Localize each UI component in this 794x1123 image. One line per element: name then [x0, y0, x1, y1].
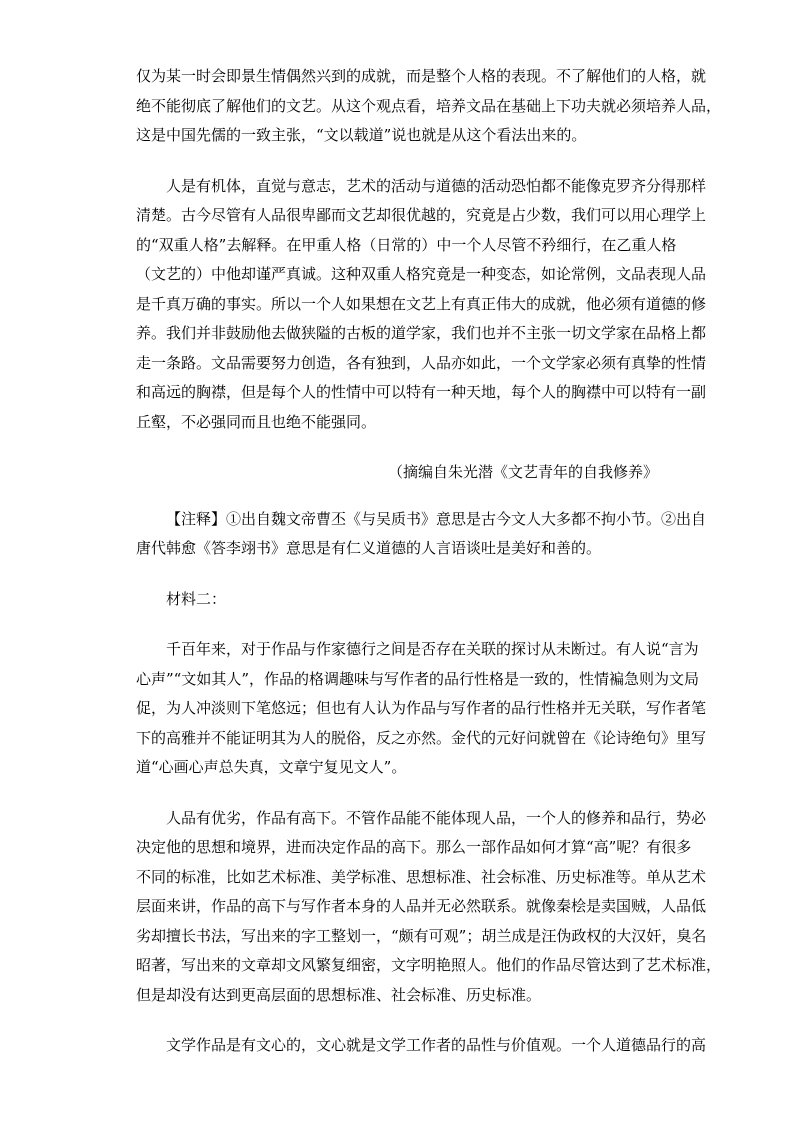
text-line: 这是中国先儒的一致主张，“文以载道”说也就是从这个看法出来的。 — [136, 126, 587, 144]
annotation-note — [136, 505, 707, 564]
text-line: 文学作品是有文心的，文心就是文学工作者的品性与价值观。一个人道德品行的高 — [166, 1036, 707, 1054]
text-line: 仅为某一时会即景生情偶然兴到的成就，而是整个人格的表现。不了解他们的人格，就 — [136, 67, 707, 85]
paragraph-2 — [136, 172, 707, 438]
text-line: 人是有机体，直觉与意志，艺术的活动与道德的活动恐怕都不能像克罗齐分得那样 — [166, 176, 707, 195]
text-line: 的“双重人格”去解释。在甲重人格（日常的）中一个人尽管不矜细行，在乙重人格 — [136, 235, 677, 254]
text-line: 千百年来，对于作品与作家德行之间是否存在关联的探讨从未断过。有人说“言为 — [166, 640, 699, 658]
text-line: 绝不能彻底了解他们的文艺。从这个观点看，培养文品在基础上下功夫就必须培养人品， — [136, 96, 722, 115]
heading-text: 材料二： — [166, 589, 227, 608]
text-line: 促，为人冲淡则下笔悠远；但也有人认为作品与写作者的品行性格并无关联，写作者笔 — [136, 699, 707, 717]
paragraph-3 — [136, 635, 707, 783]
text-line: 昭著，写出来的文章却文风繁复细密，文字明艳照人。他们的作品尽管达到了艺术标准， — [136, 956, 722, 974]
section-heading — [136, 585, 658, 615]
text-line: 劣却擅长书法，写出来的字工整划一，“颇有可观”；胡兰成是汪伪政权的大汉奸，臭名 — [136, 926, 707, 945]
text-line: （文艺的）中他却谨严真诚。这种双重人格究竟是一种变态，如论常例，文品表现人品 — [136, 265, 707, 283]
text-line: 决定他的思想和境界，进而决定作品的高下。那么一部作品如何才算“高”呢？有很多 — [136, 838, 692, 856]
text-line: 心声”“文如其人”，作品的格调趣味与写作者的品行性格是一致的，性情褊急则为文局 — [136, 669, 700, 688]
text-line: 但是却没有达到更高层面的思想标准、社会标准、历史标准。 — [136, 985, 542, 1004]
text-line: 唐代韩愈《答李翊书》意思是有仁义道德的人言语谈吐是美好和善的。 — [136, 539, 602, 557]
citation-text: （摘编自朱光潜《文艺青年的自我修养》 — [387, 463, 658, 481]
text-line: 【注释】①出自魏文帝曹丕《与吴质书》意思是古今文人大多都不拘小节。②出自 — [166, 509, 707, 528]
text-line: 是千真万确的事实。所以一个人如果想在文艺上有真正伟大的成就，他必须有道德的修 — [136, 294, 707, 313]
paragraph-1 — [136, 62, 722, 151]
text-line: 和高远的胸襟，但是每个人的性情中可以特有一种天地，每个人的胸襟中可以特有一副 — [136, 383, 707, 401]
text-line: 层面来讲，作品的高下与写作者本身的人品并无必然联系。就像秦桧是卖国贼，人品低 — [136, 897, 707, 915]
paragraph-4 — [136, 804, 722, 1011]
source-citation — [136, 458, 658, 488]
text-line: 走一条路。文品需要努力创造，各有独到，人品亦如此，一个文学家必须有真挚的性情 — [136, 353, 707, 372]
text-line: 丘壑，不必强同而且也绝不能强同。 — [136, 412, 377, 431]
text-line: 清楚。古今尽管有人品很卑鄙而文艺却很优越的，究竟是占少数，我们可以用心理学上 — [136, 206, 707, 224]
text-line: 下的高雅并不能证明其为人的脱俗，反之亦然。金代的元好问就曾在《论诗绝句》里写 — [136, 728, 707, 747]
text-line: 道“心画心声总失真，文章宁复见文人”。 — [136, 758, 407, 776]
text-line: 不同的标准，比如艺术标准、美学标准、思想标准、社会标准、历史标准等。单从艺术 — [136, 867, 707, 886]
paragraph-5 — [136, 1031, 707, 1061]
text-line: 人品有优劣，作品有高下。不管作品能不能体现人品，一个人的修养和品行，势必 — [166, 808, 707, 827]
text-line: 养。我们并非鼓励他去做狭隘的古板的道学家，我们也并不主张一切文学家在品格上都 — [136, 324, 707, 342]
